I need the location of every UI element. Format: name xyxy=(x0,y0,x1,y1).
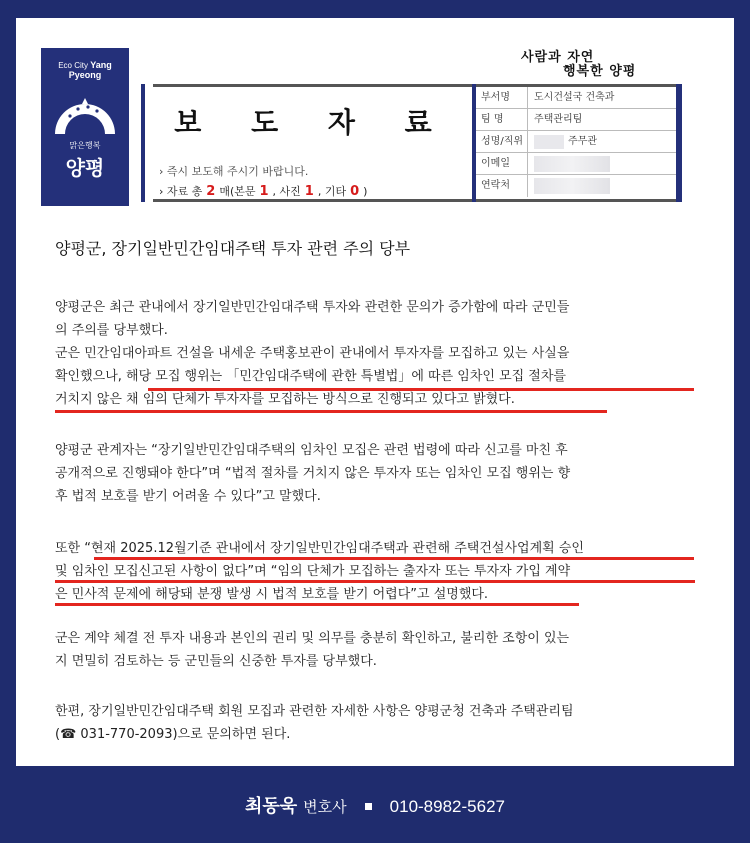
count-photo-label: , 사진 xyxy=(272,185,301,198)
red-underline xyxy=(55,580,695,583)
rainbow-emblem-icon xyxy=(50,94,120,134)
logo-city-prefix: Eco City xyxy=(58,61,89,70)
arrow-icon: › xyxy=(159,165,164,178)
info-value: 도시건설국 건축과 xyxy=(534,92,615,103)
notice-text: 즉시 보도해 주시기 바랍니다. xyxy=(166,165,309,178)
paragraph-line: 후 법적 보호를 받기 어려울 수 있다”고 말했다. xyxy=(55,489,321,504)
lawyer-footer xyxy=(0,792,750,822)
paragraph-5 xyxy=(55,700,705,746)
table-right-bar xyxy=(676,84,682,202)
count-other-label: , 기타 xyxy=(317,185,347,198)
paragraph-line: 또한 “현재 2025.12월기준 관내에서 장기일반민간임대주택과 관련해 주택건설사업계획 승인 xyxy=(55,541,584,556)
paragraph-line: (☎ 031-770-2093)으로 문의하면 된다. xyxy=(55,727,291,742)
paragraph-1 xyxy=(55,296,705,411)
info-key: 이메일 xyxy=(476,153,528,175)
slogan-line-2: 행복한 양평 xyxy=(563,64,637,79)
redacted-phone xyxy=(534,178,610,194)
paragraph-line: 은 민사적 문제에 해당돼 분쟁 발생 시 법적 보호를 받기 어렵다”고 설명했다. xyxy=(55,587,489,602)
red-underline xyxy=(148,388,694,391)
paragraph-4 xyxy=(55,627,705,673)
press-title-block xyxy=(153,84,473,202)
paragraph-line: 확인했으나, 해당 모집 행위는 「민간임대주택에 관한 특별법」에 따른 임차인 모집 절차를 xyxy=(55,369,566,384)
info-row-phone xyxy=(476,175,676,197)
info-key: 팀 명 xyxy=(476,109,528,131)
slogan xyxy=(515,46,675,80)
count-photo: 1 xyxy=(304,184,314,199)
paragraph-line: 지 면밀히 검토하는 등 군민들의 신중한 투자를 당부했다. xyxy=(55,654,377,669)
paragraph-line: 양평군 관계자는 “장기일반민간임대주택의 임차인 모집은 관련 법령에 따라 신고를 마친 후 xyxy=(55,443,568,458)
info-row-email xyxy=(476,153,676,175)
paragraph-line: 거치지 않은 채 임의 단체가 투자자를 모집하는 방식으로 진행되고 있다고 밝혔다. xyxy=(55,392,515,407)
paragraph-line: 군은 민간임대아파트 건설을 내세운 주택홍보관이 관내에서 투자자를 모집하고 있는 사실을 xyxy=(55,346,570,361)
headline: 양평군, 장기일반민간임대주택 투자 관련 주의 당부 xyxy=(55,239,411,258)
info-value: 주택관리팀 xyxy=(534,114,583,125)
red-underline xyxy=(55,410,607,413)
paragraph-2 xyxy=(55,439,705,508)
footer-phone[interactable]: 010-8982-5627 xyxy=(389,797,505,816)
paragraph-line: 공개적으로 진행돼야 한다”며 “법적 절차를 거치지 않은 투자자 또는 임차인 모집 행위는 향 xyxy=(55,466,571,481)
press-title: 보 도 자 료 xyxy=(174,106,452,139)
info-key: 연락처 xyxy=(476,175,528,197)
count-body-label: 매(본문 xyxy=(219,185,256,198)
count-other: 0 xyxy=(350,184,360,199)
contact-info-table xyxy=(476,84,676,202)
count-total: 2 xyxy=(206,184,216,199)
redacted-name xyxy=(534,135,564,149)
info-key: 부서명 xyxy=(476,87,528,109)
logo-city-name: Yang Pyeong xyxy=(68,60,112,80)
notice-line xyxy=(159,163,308,179)
footer-role: 변호사 xyxy=(303,798,347,816)
paragraph-line: 및 임차인 모집신고된 사항이 없다”며 “임의 단체가 모집하는 출자자 또는 투자자 가입 계약 xyxy=(55,564,571,579)
footer-name: 최동욱 xyxy=(245,796,298,817)
count-total-label: 자료 총 xyxy=(166,185,203,198)
paragraph-line: 한편, 장기일반민간임대주택 회원 모집과 관련한 자세한 사항은 양평군청 건축과 주택관리팀 xyxy=(55,704,574,719)
info-row-name-title xyxy=(476,131,676,153)
red-underline xyxy=(55,603,579,606)
info-value: 주무관 xyxy=(568,136,597,147)
logo-subtitle: 맑은행복 xyxy=(69,141,101,150)
red-underline xyxy=(94,557,694,560)
separator-square-icon xyxy=(365,803,372,810)
info-row-department xyxy=(476,87,676,109)
arrow-icon: › xyxy=(159,185,164,198)
paragraph-line: 군은 계약 체결 전 투자 내용과 본인의 권리 및 의무를 충분히 확인하고, 불리한 조항이 있는 xyxy=(55,631,570,646)
page-counts xyxy=(159,183,367,199)
info-key: 성명/직위 xyxy=(476,131,528,153)
yangpyeong-logo xyxy=(41,48,129,206)
title-left-bar xyxy=(141,84,145,202)
redacted-email xyxy=(534,156,610,172)
info-row-team xyxy=(476,109,676,131)
slogan-line-1: 사람과 자연 xyxy=(521,50,595,65)
logo-city-text xyxy=(41,60,129,80)
paragraph-line: 양평군은 최근 관내에서 장기일반민간임대주택 투자와 관련한 문의가 증가함에 따라 군민들 xyxy=(55,300,570,315)
count-body: 1 xyxy=(259,184,269,199)
paragraph-line: 의 주의를 당부했다. xyxy=(55,323,168,338)
logo-name: 양평 xyxy=(65,156,105,180)
paragraph-3 xyxy=(55,537,705,606)
count-close: ) xyxy=(363,185,368,198)
